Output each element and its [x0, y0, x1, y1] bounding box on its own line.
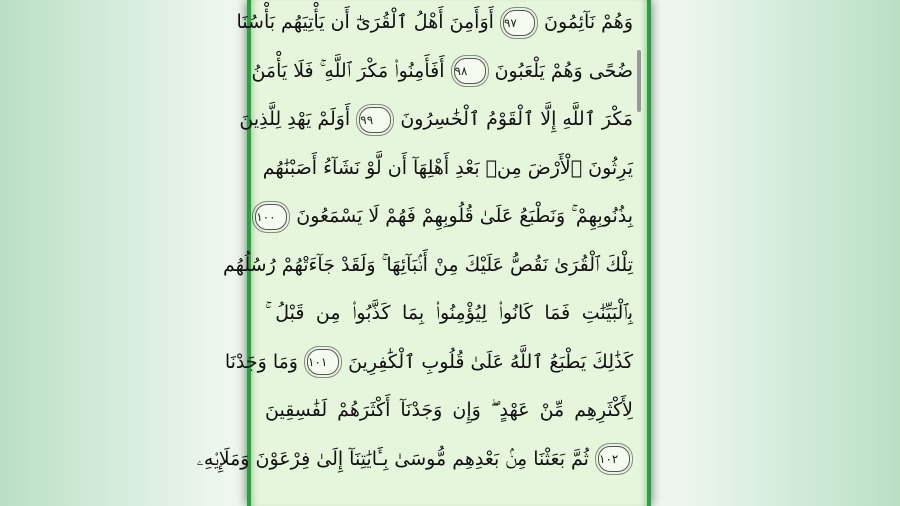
text-line [251, 49, 633, 98]
text-line [239, 97, 633, 146]
text-line [222, 243, 633, 292]
text-line [262, 146, 633, 195]
ayah-number-marker: ١٠١ [307, 349, 339, 375]
line-text: ثُمَّ بَعَثْنَا مِنۢ بَعْدِهِم مُّوسَىٰ بِـَٔايَٰتِنَآ إِلَىٰ فِرْعَوْنَ وَمَلَإِي۟هِۦ [196, 447, 589, 470]
left-background-panel [0, 0, 8, 506]
line-text: ضُحًى وَهُمْ يَلْعَبُونَ [494, 59, 633, 82]
text-line [196, 437, 633, 486]
text-line [236, 0, 633, 49]
mushaf-page[interactable] [196, 0, 651, 506]
line-text: تِلْكَ ٱلْقُرَىٰ نَقُصُّ عَلَيْكَ مِنْ أَنۢبَآئِهَا ۚ وَلَقَدْ جَآءَتْهُمْ رُسُلُهُم [222, 253, 633, 276]
line-text: مَكْرَ ٱللَّهِ إِلَّا ٱلْقَوْمُ ٱلْخَٰسِرُونَ [400, 108, 633, 130]
ayah-number-marker: ١٠٢ [598, 446, 630, 472]
text-line [224, 340, 633, 389]
scrollbar-thumb[interactable] [637, 50, 641, 112]
line-text: أَفَأَمِنُوا۟ مَكْرَ ٱللَّهِ ۚ فَلَا يَأْمَنُ [251, 59, 445, 82]
line-text: كَذَٰلِكَ يَطْبَعُ ٱللَّهُ عَلَىٰ قُلُوبِ ٱلْكَٰفِرِينَ [348, 350, 633, 373]
line-text: يَرِثُونَ ٱلْأَرْضَ مِنۢ بَعْدِ أَهْلِهَآ أَن لَّوْ نَشَآءُ أَصَبْنَٰهُم [262, 156, 633, 179]
line-text: بِذُنُوبِهِمْ ۚ وَنَطْبَعُ عَلَىٰ قُلُوبِهِمْ فَهُمْ لَا يَسْمَعُونَ [296, 205, 633, 227]
ayah-number-marker: ٩٩ [359, 107, 391, 133]
line-text: لِأَكْثَرِهِم مِّنْ عَهْدٍ ۖ وَإِن وَجَدْنَآ أَكْثَرَهُمْ لَفَٰسِقِينَ [265, 399, 633, 421]
line-text: أَوَأَمِنَ أَهْلُ ٱلْقُرَىٰٓ أَن يَأْتِيَهُم بَأْسُنَا [236, 11, 494, 33]
ayah-number-marker: ٩٧ [503, 10, 535, 36]
ayah-number-marker: ٩٨ [454, 58, 486, 84]
text-line [265, 291, 633, 340]
text-line [265, 388, 633, 437]
line-text: أَوَلَمْ يَهْدِ لِلَّذِينَ [239, 108, 351, 130]
quran-text-lines [196, 0, 633, 485]
line-text: بِٱلْبَيِّنَٰتِ فَمَا كَانُوا۟ لِيُؤْمِنُوا۟ بِمَا كَذَّبُوا۟ مِن قَبْلُ ۚ [265, 302, 633, 324]
text-line [256, 194, 633, 243]
ayah-number-marker: ١٠٠ [255, 204, 287, 230]
line-text: وَهُمْ نَآئِمُونَ [544, 11, 633, 33]
line-text: وَمَا وَجَدْنَا [224, 350, 298, 373]
